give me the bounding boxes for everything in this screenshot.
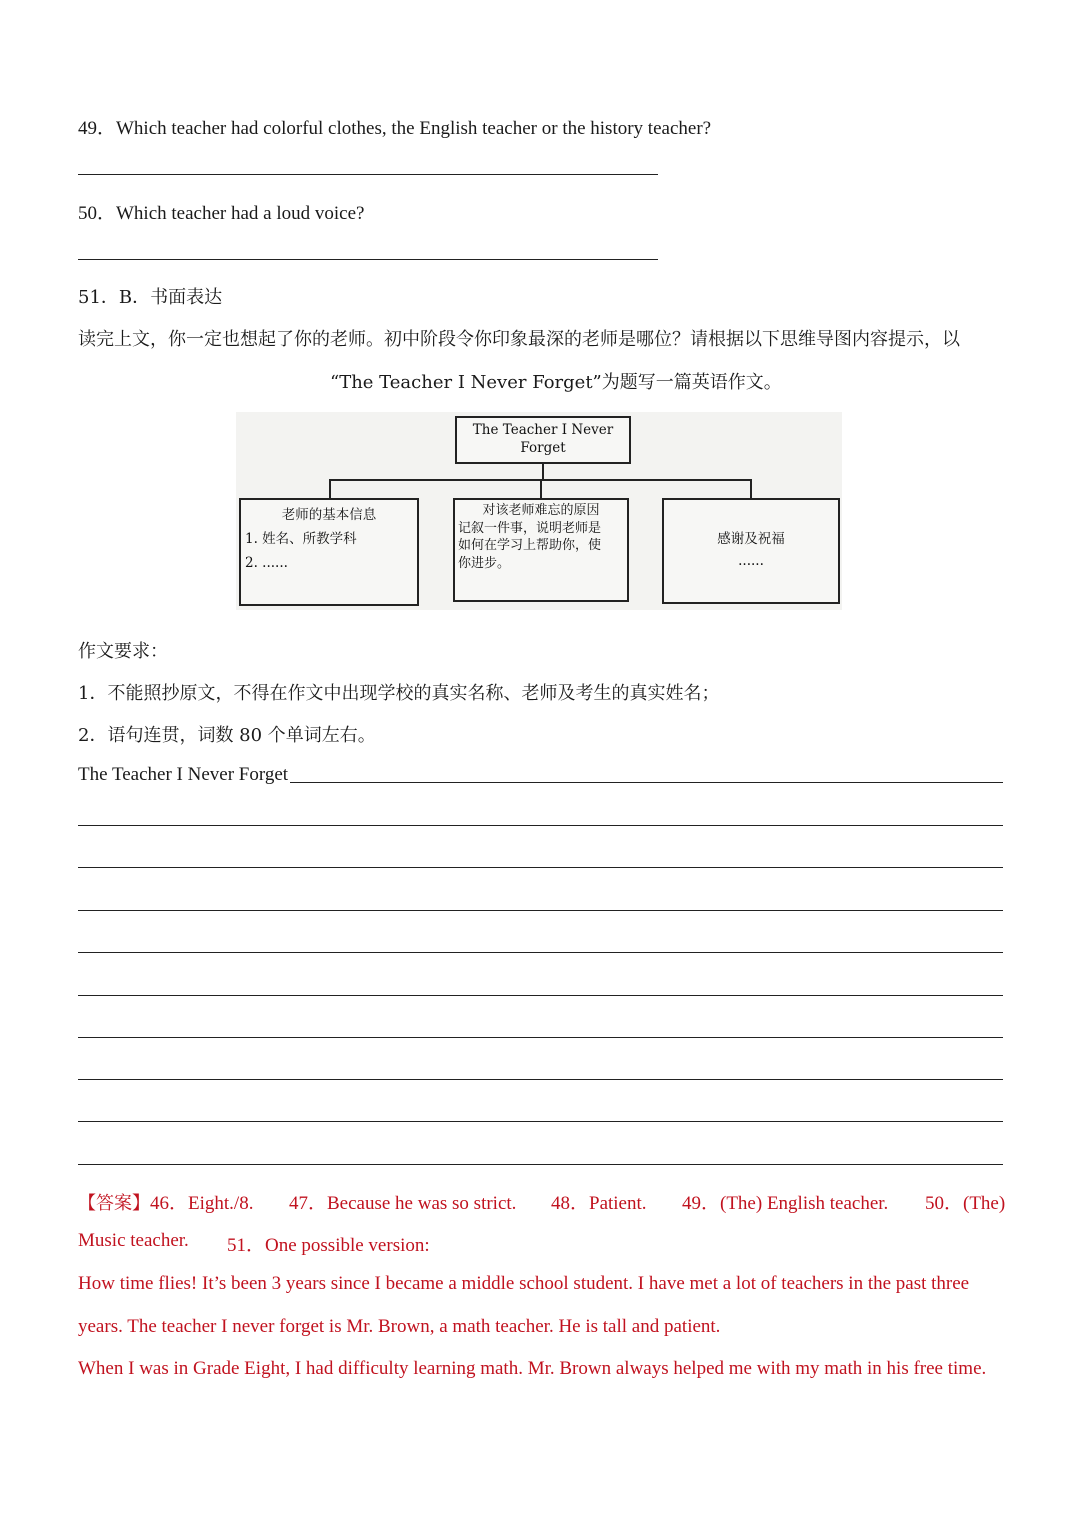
essay-title: The Teacher I Never Forget [78, 764, 289, 785]
box3-title: 感谢及祝福 [717, 531, 785, 547]
essay-line-5[interactable] [78, 952, 1003, 953]
requirements-title: 作文要求： [78, 641, 168, 662]
question-50: 50．Which teacher had a loud voice? [78, 203, 365, 224]
sample-essay-para2-line1: When I was in Grade Eight, I had difficulty learning math. Mr. Brown always helped me with my math in his free time. [78, 1358, 987, 1379]
mind-map-root-line1: The Teacher I Never [472, 422, 614, 438]
essay-line-8[interactable] [78, 1079, 1003, 1080]
answer-50-part1: 50．(The) [925, 1193, 1006, 1214]
essay-line-9[interactable] [78, 1121, 1003, 1122]
connector-middle [540, 479, 542, 498]
answer-line-50[interactable] [78, 259, 658, 260]
question-51-instruction-line2: “The Teacher I Never Forget”为题写一篇英语作文。 [330, 372, 782, 393]
box2-title: 对该老师难忘的原因 [482, 503, 600, 518]
essay-line-3[interactable] [78, 867, 1003, 868]
essay-line-2[interactable] [78, 825, 1003, 826]
mind-map-box-basic-info [239, 498, 419, 606]
box1-title: 老师的基本信息 [281, 507, 377, 523]
mind-map-box-thanks [662, 498, 840, 604]
mind-map-diagram [236, 412, 842, 610]
question-49: 49．Which teacher had colorful clothes, the English teacher or the history teacher? [78, 118, 712, 139]
answer-46: 46．Eight./8. [150, 1193, 254, 1214]
box2-line1: 记叙一件事，说明老师是 [458, 520, 602, 536]
connector-root [542, 464, 544, 480]
answer-line-1 [78, 1188, 253, 1215]
box2-line2: 如何在学习上帮助你，使 [458, 538, 602, 554]
box3-item: ...... [738, 553, 764, 570]
requirement-1: 1．不能照抄原文，不得在作文中出现学校的真实名称、老师及考生的真实姓名； [78, 683, 720, 704]
sample-essay-para1-line1: How time flies! It’s been 3 years since I became a middle school student. I have met a lot of teachers in the past three [78, 1273, 970, 1294]
sample-essay-para1-line2: years. The teacher I never forget is Mr. Brown, a math teacher. He is tall and patient. [78, 1316, 721, 1337]
essay-line-1[interactable] [290, 782, 1003, 783]
question-51-heading: 51．B．书面表达 [78, 287, 223, 308]
answer-tag: 【答案】 [78, 1193, 150, 1214]
connector-left [329, 479, 331, 498]
question-51-instruction-line1: 读完上文，你一定也想起了你的老师。初中阶段令你印象最深的老师是哪位？请根据以下思维导图内容提示，以 [78, 329, 960, 350]
answer-49: 49．(The) English teacher. [682, 1193, 889, 1214]
connector-right [750, 479, 752, 498]
answer-line-49[interactable] [78, 174, 658, 175]
box1-item2: 2. ...... [245, 555, 288, 572]
answer-48: 48．Patient. [551, 1193, 647, 1214]
box2-line3: 你进步。 [458, 555, 511, 571]
box1-item1: 1. 姓名、所教学科 [245, 531, 357, 548]
answer-47: 47．Because he was so strict. [289, 1193, 517, 1214]
requirement-2: 2．语句连贯，词数 80 个单词左右。 [78, 725, 376, 746]
answer-51: 51．One possible version: [227, 1235, 430, 1256]
essay-line-6[interactable] [78, 995, 1003, 996]
mind-map-root-line2: Forget [520, 440, 566, 457]
mind-map-root-box [455, 416, 631, 464]
answer-50-part2: Music teacher. [78, 1230, 189, 1251]
mind-map-box-reason [453, 498, 629, 602]
essay-line-10[interactable] [78, 1164, 1003, 1165]
essay-line-4[interactable] [78, 910, 1003, 911]
essay-line-7[interactable] [78, 1037, 1003, 1038]
